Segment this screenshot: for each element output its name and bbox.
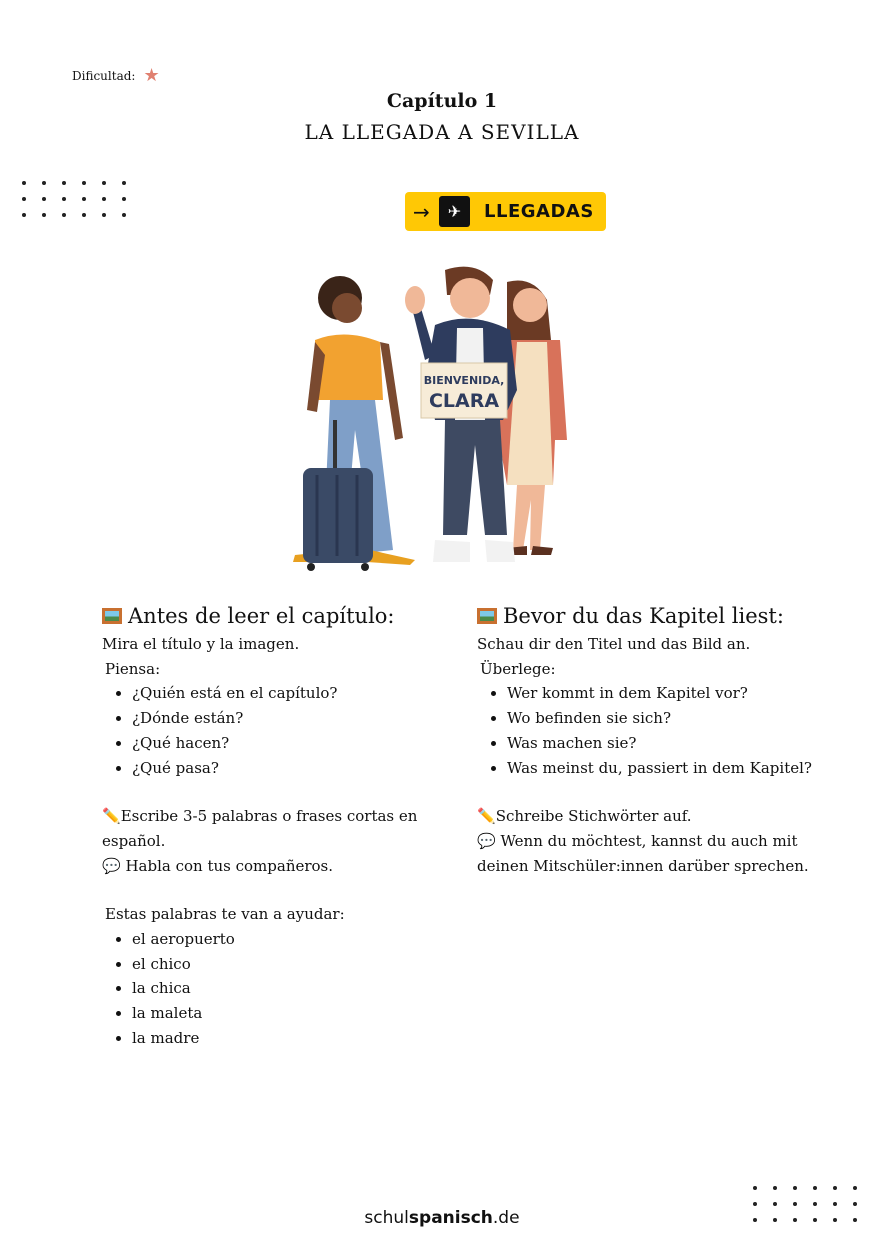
plane-landing-icon: ✈ xyxy=(439,196,470,227)
spanish-heading xyxy=(102,602,462,630)
spanish-words-label: Estas palabras te van a ayudar: xyxy=(105,905,345,924)
framed-picture-icon xyxy=(102,608,122,624)
spanish-write-text: Escribe 3-5 palabras o frases cortas en español. xyxy=(102,807,418,850)
footer-bold: spanisch xyxy=(408,1208,493,1228)
german-think-label: Überlege: xyxy=(480,659,556,678)
star-icon: ★ xyxy=(143,65,160,86)
spanish-section xyxy=(102,602,462,1051)
german-questions xyxy=(477,681,847,780)
list-item: • ¿Dónde están? xyxy=(132,706,462,731)
footer-suffix: .de xyxy=(492,1208,520,1228)
speech-bubble-icon: 💬 xyxy=(102,856,121,875)
german-talk-text: Wenn du möchtest, kannst du auch mit deinen Mitschüler:innen darüber sprechen. xyxy=(477,831,809,875)
banner-line-2: CLARA xyxy=(428,390,500,412)
arrival-illustration xyxy=(285,260,575,575)
list-item: • la chica xyxy=(132,976,462,1001)
difficulty-indicator xyxy=(72,67,160,85)
spanish-think-label: Piensa: xyxy=(105,659,161,678)
framed-picture-icon xyxy=(477,608,497,624)
spanish-write-line xyxy=(102,804,462,853)
list-item: • el aeropuerto xyxy=(132,927,462,952)
list-item: • la madre xyxy=(132,1026,462,1051)
arrow-right-icon: → xyxy=(413,199,430,224)
list-item: • Wo befinden sie sich? xyxy=(507,706,847,731)
spanish-talk-line xyxy=(102,854,462,879)
german-heading-text: Bevor du das Kapitel liest: xyxy=(503,604,784,628)
vocabulary-list xyxy=(102,927,462,1051)
list-item: • la maleta xyxy=(132,1001,462,1026)
arrivals-label: LLEGADAS xyxy=(484,201,594,222)
pencil-icon: ✏️ xyxy=(102,807,121,826)
spanish-heading-text: Antes de leer el capítulo: xyxy=(128,604,395,628)
list-item: • el chico xyxy=(132,952,462,977)
footer-brand xyxy=(0,1208,884,1228)
list-item: • Was meinst du, passiert in dem Kapitel? xyxy=(507,756,847,781)
list-item: • ¿Qué pasa? xyxy=(132,756,462,781)
german-heading xyxy=(477,602,847,630)
banner-line-1: BIENVENIDA, xyxy=(423,374,505,387)
difficulty-label: Dificultad: xyxy=(72,69,136,83)
list-item: • Was machen sie? xyxy=(507,731,847,756)
footer-prefix: schul xyxy=(364,1208,409,1228)
list-item: • ¿Quién está en el capítulo? xyxy=(132,681,462,706)
spanish-talk-text: Habla con tus compañeros. xyxy=(125,856,334,875)
arrivals-sign xyxy=(405,192,606,231)
speech-bubble-icon: 💬 xyxy=(477,831,496,850)
chapter-subtitle: LA LLEGADA A SEVILLA xyxy=(304,120,580,144)
list-item: • ¿Qué hacen? xyxy=(132,731,462,756)
chapter-title: Capítulo 1 xyxy=(386,90,498,112)
list-item: • Wer kommt in dem Kapitel vor? xyxy=(507,681,847,706)
spanish-questions xyxy=(102,681,462,780)
decorative-dots-top-left xyxy=(22,181,142,217)
mother-figure xyxy=(499,280,567,555)
german-intro: Schau dir den Titel und das Bild an. xyxy=(477,635,751,653)
german-write-line xyxy=(477,804,847,829)
german-section xyxy=(477,602,847,878)
german-talk-line xyxy=(477,829,847,878)
girl-figure xyxy=(293,276,415,571)
pencil-icon: ✏️ xyxy=(477,807,496,826)
spanish-intro: Mira el título y la imagen. xyxy=(102,635,300,653)
german-write-text: Schreibe Stichwörter auf. xyxy=(495,807,692,826)
